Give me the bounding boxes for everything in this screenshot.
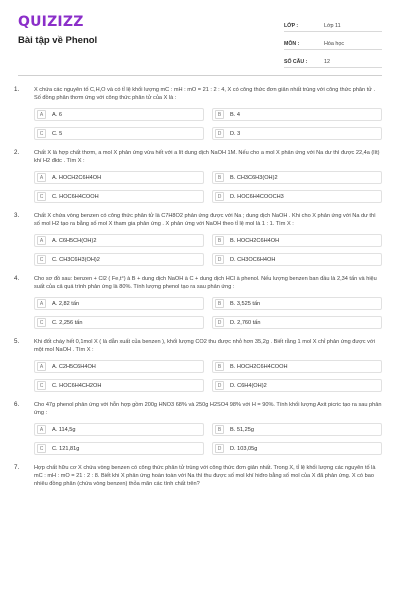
option-letter: A	[37, 425, 46, 434]
option-text: D. HOC6H4COOCH3	[230, 193, 284, 200]
answer-options	[34, 171, 382, 203]
option-text: B. 3,525 tấn	[230, 300, 261, 307]
option-b[interactable]	[212, 171, 382, 184]
question-text: Chất X chứa vòng benzen có công thức phân tử là C7H8O2 phản ứng được với Na ; dung dịch NaOH . Khi cho X phản ứng với Na dư thì số mol H2 tạo ra bằng số mol X tham gia phản ứng . X phản ứng với NaOH theo tỉ lệ mol là 1 : 1. Tìm X :	[34, 213, 376, 227]
option-text: C. 2,256 tấn	[52, 319, 83, 326]
question-number: 3.	[14, 212, 20, 219]
meta-table	[284, 14, 382, 68]
question-text: Hợp chất hữu cơ X chứa vòng benzen có công thức phân tử trùng với công thức đơn giản nhất. Trong X, tỉ lệ khối lượng các nguyên tố là mC : mH : mO = 21 : 2 : 8. Biết khi X phản ứng hoàn toàn với Na thì thu được số mol khí hiđro bằng số mol của X đã phản ứng. X có bao nhiêu đồng phân (chứa vòng benzen) thỏa mãn các tính chất trên?	[34, 465, 376, 487]
option-c[interactable]	[34, 379, 204, 392]
question-number: 2.	[14, 149, 20, 156]
question-7	[14, 464, 382, 488]
option-text: A. 6	[52, 111, 62, 118]
option-c[interactable]	[34, 127, 204, 140]
meta-row-count	[284, 50, 382, 68]
option-letter: B	[215, 173, 224, 182]
option-b[interactable]	[212, 423, 382, 436]
option-text: B. 4	[230, 111, 240, 118]
meta-key: MÔN :	[284, 41, 300, 47]
option-letter: C	[37, 318, 46, 327]
option-text: D. C6H4(OH)2	[230, 382, 267, 389]
option-text: C. HOC6H4COOH	[52, 193, 99, 200]
option-text: C. 5	[52, 130, 63, 137]
option-b[interactable]	[212, 360, 382, 373]
option-text: A. HOCH2C6H4OH	[52, 174, 102, 181]
meta-value: Lớp 11	[324, 23, 341, 29]
option-letter: D	[215, 255, 224, 264]
question-number: 6.	[14, 401, 20, 408]
question-text: Cho sơ đồ sau: benzen + Cl2 ( Fe,t°) à B + dung dịch NaOH à C + dung dịch HCl à phenol. Nếu lượng benzen ban đầu là 2,34 tấn và hiệu suất của cả quá trình phản ứng là 80%. Tính lượng phenol tạo ra sau phản ứng :	[34, 276, 377, 290]
meta-value: Hóa học	[324, 41, 345, 47]
option-text: B. HOCH2C6H4OH	[230, 237, 280, 244]
header-divider	[18, 75, 382, 76]
answer-options	[34, 108, 382, 140]
question-4	[14, 275, 382, 329]
option-text: B. HOCH2C6H4COOH	[230, 363, 288, 370]
option-letter: C	[37, 381, 46, 390]
question-number: 7.	[14, 464, 20, 471]
question-6	[14, 401, 382, 455]
option-text: A. C6H5CH(OH)2	[52, 237, 97, 244]
answer-options	[34, 423, 382, 455]
option-letter: D	[215, 318, 224, 327]
option-letter: B	[215, 236, 224, 245]
option-letter: C	[37, 192, 46, 201]
answer-options	[34, 234, 382, 266]
option-letter: A	[37, 110, 46, 119]
question-3	[14, 212, 382, 266]
question-2	[14, 149, 382, 203]
option-d[interactable]	[212, 253, 382, 266]
option-a[interactable]	[34, 360, 204, 373]
option-letter: C	[37, 444, 46, 453]
meta-value: 12	[324, 59, 330, 65]
question-text: Khi đốt cháy hết 0,1mol X ( là dẫn xuất của benzen ), khối lượng CO2 thu được nhỏ hơn 35,2g . Biết rằng 1 mol X chỉ phản ứng được với một mol NaOH . Tìm X :	[34, 339, 375, 353]
question-1	[14, 86, 382, 140]
option-c[interactable]	[34, 190, 204, 203]
option-a[interactable]	[34, 171, 204, 184]
option-b[interactable]	[212, 108, 382, 121]
meta-key: LỚP :	[284, 23, 299, 29]
option-letter: A	[37, 362, 46, 371]
option-letter: B	[215, 425, 224, 434]
option-letter: A	[37, 173, 46, 182]
option-letter: D	[215, 129, 224, 138]
option-d[interactable]	[212, 127, 382, 140]
option-text: D. 3	[230, 130, 241, 137]
option-letter: B	[215, 362, 224, 371]
option-d[interactable]	[212, 442, 382, 455]
meta-key: SỐ CÂU :	[284, 59, 308, 65]
question-number: 5.	[14, 338, 20, 345]
question-5	[14, 338, 382, 392]
option-b[interactable]	[212, 234, 382, 247]
worksheet-header	[18, 14, 382, 64]
option-letter: C	[37, 129, 46, 138]
option-text: D. CH3OC6H4OH	[230, 256, 276, 263]
option-a[interactable]	[34, 108, 204, 121]
question-text: Chất X là hợp chất thơm, a mol X phản ứng vừa hết với a lít dung dịch NaOH 1M. Nếu cho a mol X phản ứng với Na dư thì được 22,4a (lít) khí H2 đktc . Tìm X :	[34, 150, 380, 164]
questions-list	[14, 86, 382, 488]
option-letter: D	[215, 381, 224, 390]
option-a[interactable]	[34, 234, 204, 247]
question-number: 4.	[14, 275, 20, 282]
option-text: D. 2,760 tấn	[230, 319, 261, 326]
option-text: B. 51,25g	[230, 426, 254, 433]
answer-options	[34, 360, 382, 392]
option-text: A. C2H5C6H4OH	[52, 363, 96, 370]
page-title: Bài tập về Phenol	[18, 35, 98, 46]
option-text: C. 121,81g	[52, 445, 80, 452]
option-letter: D	[215, 444, 224, 453]
option-text: A. 114,5g	[52, 426, 76, 433]
meta-row-class	[284, 14, 382, 32]
option-text: D. 103,05g	[230, 445, 258, 452]
option-text: B. CH3C6H3(OH)2	[230, 174, 278, 181]
option-a[interactable]	[34, 297, 204, 310]
option-a[interactable]	[34, 423, 204, 436]
option-letter: B	[215, 110, 224, 119]
option-text: C. CH3C6H3(OH)2	[52, 256, 100, 263]
option-b[interactable]	[212, 297, 382, 310]
option-letter: C	[37, 255, 46, 264]
option-c[interactable]	[34, 442, 204, 455]
option-d[interactable]	[212, 379, 382, 392]
question-number: 1.	[14, 86, 20, 93]
option-d[interactable]	[212, 190, 382, 203]
option-letter: D	[215, 192, 224, 201]
option-letter: A	[37, 236, 46, 245]
answer-options	[34, 297, 382, 329]
quizizz-logo: QUIZIZZ	[18, 14, 84, 30]
option-d[interactable]	[212, 316, 382, 329]
option-text: C. HOC6H4CH2OH	[52, 382, 102, 389]
option-text: A. 2,82 tấn	[52, 300, 80, 307]
option-c[interactable]	[34, 316, 204, 329]
question-text: Cho 47g phenol phản ứng với hỗn hợp gồm 200g HNO3 68% và 250g H2SO4 98% với H = 90%. Tính khối lượng Axit picric tạo ra sau phản ứng :	[34, 402, 382, 416]
option-letter: B	[215, 299, 224, 308]
option-letter: A	[37, 299, 46, 308]
option-c[interactable]	[34, 253, 204, 266]
meta-row-subject	[284, 32, 382, 50]
question-text: X chứa các nguyên tố C,H,O và có tỉ lệ khối lượng mC : mH : mO = 21 : 2 : 4, X có công thức đơn giản nhất trùng với công thức phân tử . Số đồng phân thơm ứng với công thức phân tử của X là :	[34, 87, 376, 101]
